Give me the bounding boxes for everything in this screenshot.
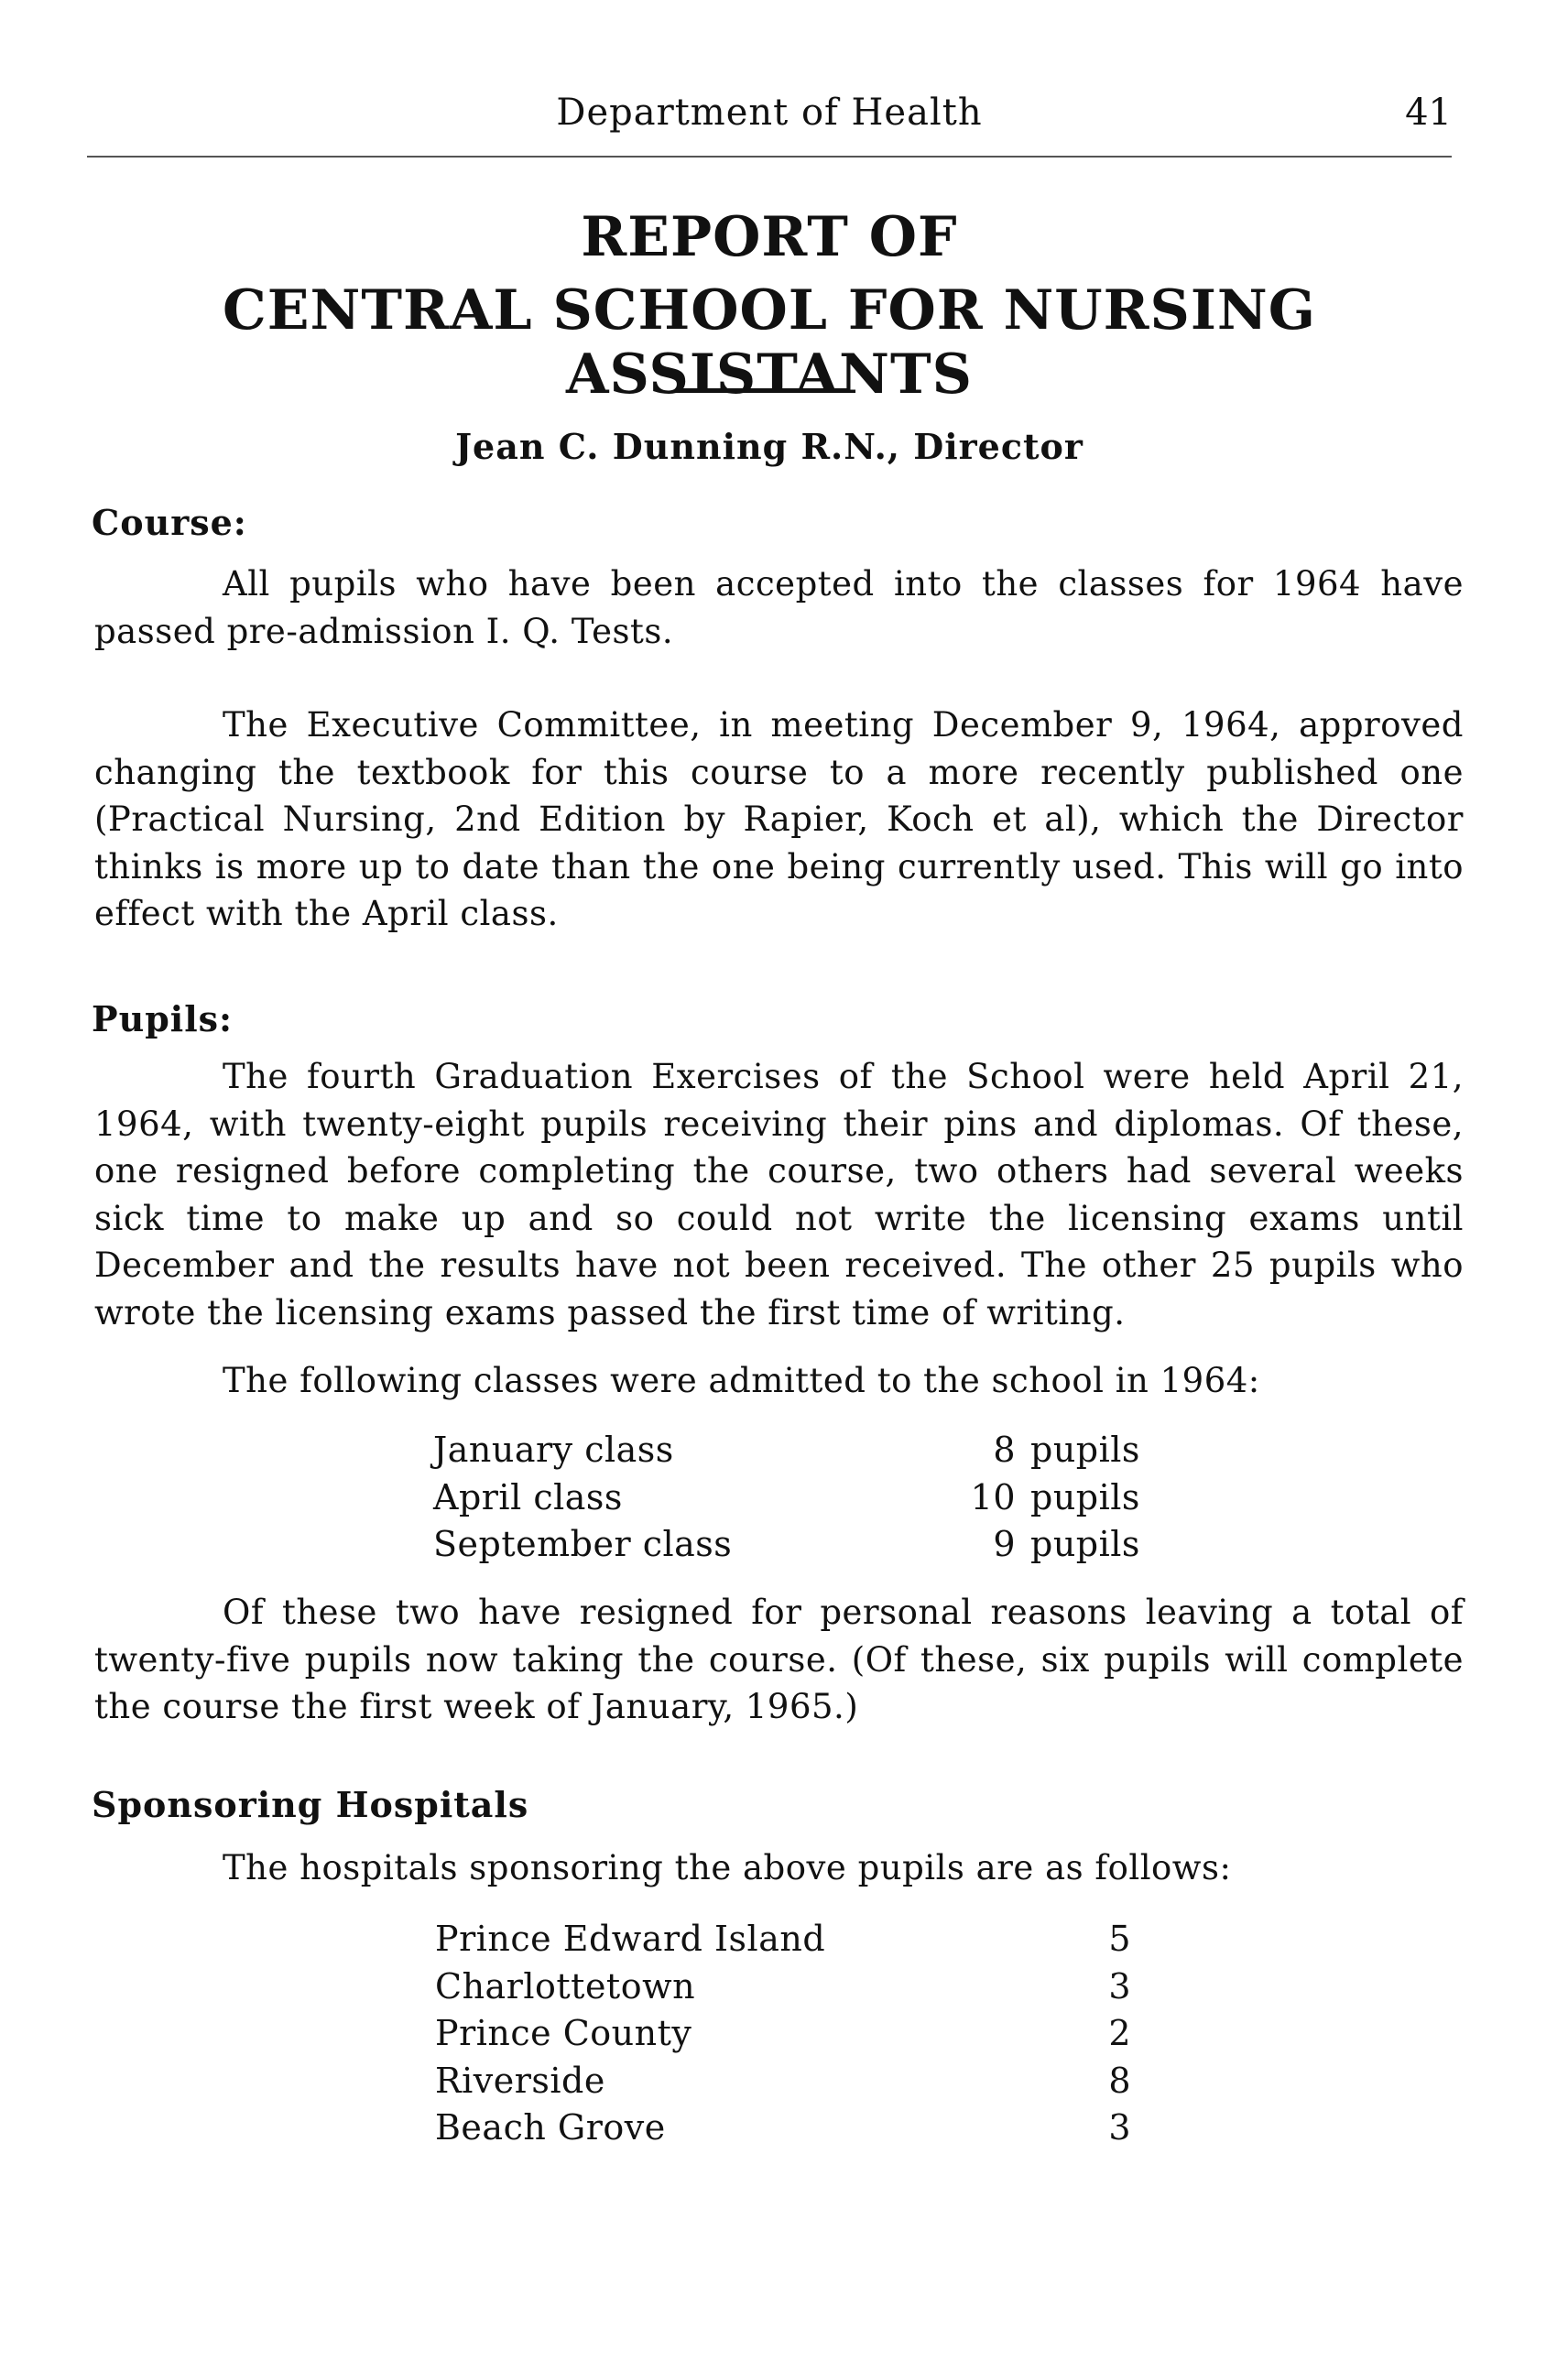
hospital-count: 8	[1108, 2060, 1131, 2101]
running-head	[87, 92, 1452, 147]
class-unit: pupils	[1030, 1476, 1140, 1517]
course-paragraph-1: All pupils who have been accepted into the classes for 1964 have passed pre-admission I. Q. Tests.	[94, 564, 1464, 651]
hospitals-table	[435, 1916, 1131, 2152]
report-title-line1: REPORT OF	[581, 205, 958, 269]
table-row	[433, 1474, 1140, 1522]
running-head-title: Department of Health	[556, 92, 983, 134]
class-count: 9	[993, 1524, 1016, 1564]
hospital-name: Prince County	[435, 2013, 692, 2053]
table-row	[433, 1427, 1140, 1474]
class-name: April class	[433, 1476, 623, 1517]
hospitals-heading: Sponsoring Hospitals	[92, 1784, 529, 1825]
hospital-count: 5	[1108, 1919, 1131, 1959]
class-count: 8	[993, 1430, 1016, 1470]
hospital-name: Prince Edward Island	[435, 1919, 826, 1959]
class-unit: pupils	[1030, 1430, 1140, 1470]
pupils-paragraph-1: The fourth Graduation Exercises of the School were held April 21, 1964, with twenty-eight pupils receiving their pins and diplomas. Of these, one resigned before completing the course, two others had several weeks sick time to make up and so could not write the licensing exams until December and the results have not been received. The other 25 pupils who wrote the licensing exams passed the first time of writing.	[94, 1057, 1464, 1332]
pupils-paragraph-2: The following classes were admitted to the school in 1964:	[223, 1361, 1260, 1400]
director-line: Jean C. Dunning R.N., Director	[455, 426, 1083, 467]
hospital-name: Charlottetown	[435, 1965, 696, 2007]
table-row	[433, 1521, 1140, 1569]
class-unit: pupils	[1030, 1524, 1140, 1564]
hospitals-intro: The hospitals sponsoring the above pupils are as follows:	[223, 1848, 1232, 1887]
table-row	[435, 1963, 1131, 2011]
title-rule	[675, 388, 849, 393]
pupils-heading: Pupils:	[92, 998, 234, 1039]
header-rule	[87, 156, 1452, 158]
table-row	[435, 2010, 1131, 2058]
table-row	[435, 2058, 1131, 2105]
class-count: 10	[970, 1476, 1016, 1517]
course-heading: Course:	[92, 502, 247, 543]
class-name: January class	[433, 1430, 674, 1470]
hospital-name: Riverside	[435, 2060, 605, 2101]
course-paragraph-2: The Executive Committee, in meeting December 9, 1964, approved changing the textbook for this course to a more recently published one (Practical Nursing, 2nd Edition by Rapier, Koch et al), which the Director thinks is more up to date than the one being currently used. This will go into effect with the April class.	[94, 705, 1464, 933]
hospital-name: Beach Grove	[435, 2107, 666, 2148]
table-row	[435, 1916, 1131, 1963]
table-row	[435, 2105, 1131, 2152]
pupils-paragraph-3: Of these two have resigned for personal reasons leaving a total of twenty-five pupils now taking the course. (Of these, six pupils will complete the course the first week of January, 1965.)	[94, 1593, 1464, 1726]
hospital-count: 3	[1108, 2107, 1131, 2148]
hospital-count: 2	[1108, 2013, 1131, 2053]
hospital-count: 3	[1108, 1965, 1131, 2007]
class-name: September class	[433, 1524, 733, 1564]
page-number: 41	[1405, 92, 1452, 134]
report-title-line2: CENTRAL SCHOOL FOR NURSING ASSISTANTS	[223, 278, 1316, 407]
classes-table	[433, 1427, 1140, 1569]
